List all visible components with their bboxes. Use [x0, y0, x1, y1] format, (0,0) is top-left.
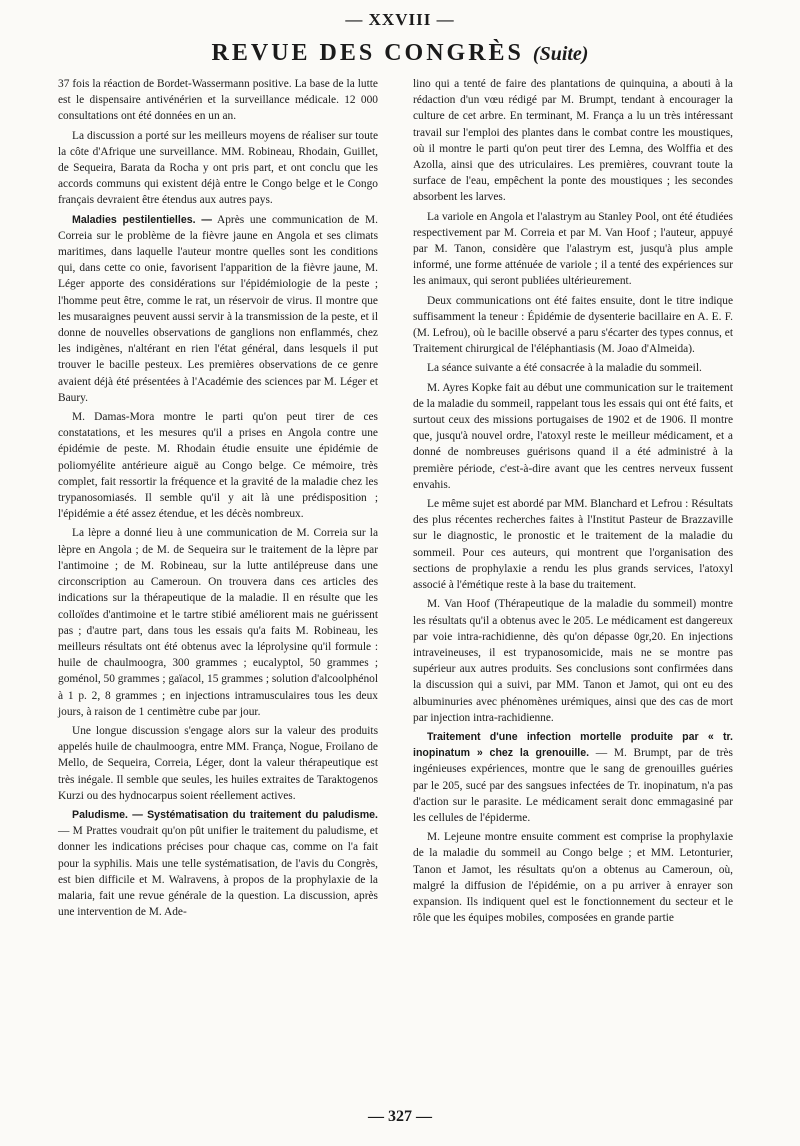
- paragraph-text: Le même sujet est abordé par MM. Blanchard et Lefrou : Résultats des plus récentes recherches faites à l'Institut Pasteur de Brazzaville sur le diagnostic, le pronostic et le traitement de la maladie du sommeil. Pour ces auteurs, qui montrent que l'organisation des sections de prophylaxie a rendu les plus grands services, l'atoxyl associé à l'émétique reste à la base du traitement.: [413, 498, 733, 592]
- page-number: — 327 —: [368, 1108, 432, 1125]
- paragraph: [413, 360, 733, 376]
- paragraph: [58, 76, 378, 125]
- paragraph: [58, 525, 378, 719]
- paragraph-text: M. Lejeune montre ensuite comment est comprise la prophylaxie de la maladie du sommeil au Congo belge ; et MM. Letonturier, Tanon et Jamot, les résultats qu'on a obtenus au Cameroun, où, malgré la diffusion de l'épidémie, on a pu arriver à enrayer son expansion. Ils indiquent quel est le fonctionnement du secteur et le rôle que les équipes mobiles, composées en grande partie: [413, 831, 733, 925]
- paragraph: [413, 76, 733, 206]
- paragraph: [413, 496, 733, 593]
- page-title: [0, 40, 800, 67]
- paragraph: [58, 128, 378, 209]
- paragraph: [413, 729, 733, 826]
- paragraph: [58, 409, 378, 522]
- section-heading: Maladies pestilentielles. —: [72, 213, 212, 226]
- paragraph-text: La séance suivante a été consacrée à la maladie du sommeil.: [427, 362, 702, 375]
- title-suffix: (Suite): [532, 43, 589, 65]
- paragraph-text: M. Damas-Mora montre le parti qu'on peut tirer de ces constatations, et les mesures qu'il a prises en Angola contre une épidémie de peste. M. Rhodain étudie ensuite une épidémie de poliomyélite antérieure aiguë au Congo belge. Ce mémoire, très complet, fait ressortir la fréquence et la gravité de la maladie chez les trypanosomiasés. Il semble qu'il y ait là une prédisposition ; l'épidémie a été assez étendue, et les décès nombreux.: [58, 411, 378, 521]
- paragraph: [413, 209, 733, 290]
- paragraph: [58, 212, 378, 406]
- paragraph-text: M. Ayres Kopke fait au début une communication sur le traitement de la maladie du sommeil, rappelant tous les essais qui ont été faits, et surtout ceux des missions portugaises de 1902 et de 1906. Il montre que, jusqu'à nouvel ordre, l'atoxyl reste le meilleur médicament, et a donné de nombreuses guérisons quand il a été administré à la première période, c'est-à-dire avant que les centres nerveux fussent envahis.: [413, 381, 733, 491]
- title-text: REVUE DES CONGRÈS: [211, 40, 524, 66]
- paragraph: [413, 293, 733, 358]
- paragraph-text: La discussion a porté sur les meilleurs moyens de réaliser sur toute la côte d'Afrique une surveillance. MM. Robineau, Rhodain, Guillet, de Sequeira, Barata da Rocha y ont pris part, et ont conclu que les accords communs qui existent déjà entre le Congo belge et le Congo français devraient être étendus aux autres pays.: [58, 129, 378, 207]
- paragraph-text: 37 fois la réaction de Bordet-Wassermann positive. La base de la lutte est le dispensaire antivénérien et la surveillance médicale. 12 000 consultations ont été données en un an.: [58, 78, 378, 123]
- paragraph: [58, 723, 378, 804]
- paragraph: [413, 596, 733, 726]
- roman-page-marker: — XXVIII —: [345, 10, 455, 29]
- paragraph-text: — M Prattes voudrait qu'on pût unifier le traitement du paludisme, et donner les indications précises pour chaque cas, comme on l'a fait pour la syphilis. Mais une telle systématisation, de l'avis du Congrès, est bien difficile et M. Walravens, à propos de la prophylaxie de la malaria, fait une revue générale de la question. La discussion, après une intervention de M. Ade-: [58, 825, 378, 919]
- paragraph-text: Deux communications ont été faites ensuite, dont le titre indique suffisamment la teneur : Épidémie de dysenterie bacillaire en A. E. F. (M. Lefrou), où le bacille observé a paru s'écarter des types connus, et Traitement chirurgical de l'éléphantiasis (M. Joao d'Almeida).: [413, 294, 733, 356]
- paragraph-text: — M. Brumpt, par de très ingénieuses expériences, montre que le sang de grenouilles guéries par le 205, sucé par des sangsues infectées de Tr. inopinatum, n'a pas d'action sur le parasite. Le médicament serait donc emmagasiné par les cellules de l'épiderme.: [413, 747, 733, 824]
- left-column: [58, 76, 378, 923]
- right-column: [413, 76, 733, 929]
- paragraph: [413, 829, 733, 926]
- paragraph-text: La variole en Angola et l'alastrym au Stanley Pool, ont été étudiées respectivement par M. Correia et par M. Van Hoof ; l'auteur, appuyé par M. Tanon, considère que l'alastrym est, jusqu'à plus ample informé, une forme atténuée de variole ; il a tenté des expériences sur les animaux, qui seront publiées ultérieurement.: [413, 210, 733, 288]
- paragraph-text: La lèpre a donné lieu à une communication de M. Correia sur la lèpre en Angola ; de M. de Sequeira sur le traitement de la lèpre par l'antimoine ; de M. Robineau, sur la lutte antilépreuse dans une circonscription au Cameroun. On trouvera dans ces articles des indications sur la thérapeutique de la maladie. Il en résulte que les colloïdes d'antimoine et le tartre stibié améliorent mais ne guérissent pas ; d'autre part, dans tous les essais qu'a faits M. Robineau, les meilleurs résultats ont été obtenus avec la léprolysine qu'il formule : huile de chaulmoogra, 300 grammes ; eucalyptol, 50 grammes ; goménol, 50 grammes ; gaïacol, 15 grammes ; solution d'alcoolphénol à 1 p. 2, 8 grammes ; en injections intramusculaires tous les deux jours, à raison de 1 centimètre cube par jour.: [58, 527, 378, 718]
- paragraph-text: M. Van Hoof (Thérapeutique de la maladie du sommeil) montre les résultats qu'il a obtenus avec le 205. Le médicament est dangereux par voie intra-rachidienne, dès qu'on dépasse 0gr,20. En injections intraveineuses, il est trypanosomicide, mais ne se montre pas supérieur aux autres produits. Ses conclusions sont confirmées dans la discussion qui a suivi, par MM. Tanon et Jamot, qui ont eu des albuminuries avec phénomènes urémiques, ainsi que des cas de mort par injection intra-rachidienne.: [413, 598, 733, 724]
- paragraph-text: Une longue discussion s'engage alors sur la valeur des produits appelés huile de chaulmoogra, entre MM. França, Nogue, Froilano de Mello, de Sequeira, Correia, Léger, dont la valeur thérapeutique est très inégale. Il semble que seules, les huiles extraites de Taraktogenos Kurzi ou des hydnocarpus soient réellement actives.: [58, 724, 378, 802]
- paragraph-text: Après une communication de M. Correia sur le problème de la fièvre jaune en Angola et ses climats maritimes, dans laquelle l'auteur montre quelles sont les conditions qui, dans cette co onie, favorisent l'apparition de la fièvre jaune, M. Léger apporte des considérations sur l'épidémiologie de la peste ; l'homme peut être, comme le rat, un réservoir de virus. Il montre que les musaraignes peuvent aussi servir à la transmission de la peste, et il donne de nouvelles observations de ganglions non enflammés, chez les indigènes, n'altérant en rien l'état général, dans lesquels il put trouver le bacille pesteux. Les premières observations de ce genre avaient déjà été présentées à l'Académie des sciences par M. Léger et Baury.: [58, 213, 378, 404]
- section-heading: Paludisme. — Systématisation du traitement du paludisme.: [72, 808, 378, 821]
- paragraph: [58, 807, 378, 920]
- paragraph: [413, 380, 733, 493]
- section-heading: Traitement d'une infection mortelle produite par « tr. inopinatum » chez la grenouille.: [413, 730, 733, 760]
- paragraph-text: lino qui a tenté de faire des plantations de quinquina, a abouti à la rédaction d'un vœu rédigé par M. Brumpt, tendant à encourager la culture de cet arbre. En terminant, M. França a lu un très intéressant travail sur l'emploi des plantes dans le combat contre les moustiques, où il montre le parti qu'on peut tirer des Lemna, des Wolffia et des Azolla, ainsi que des utriculaires. Les premières, couvrant toute la surface de l'eau, empêchent la ponte des moustiques ; les secondes absorbent les larves.: [413, 78, 733, 204]
